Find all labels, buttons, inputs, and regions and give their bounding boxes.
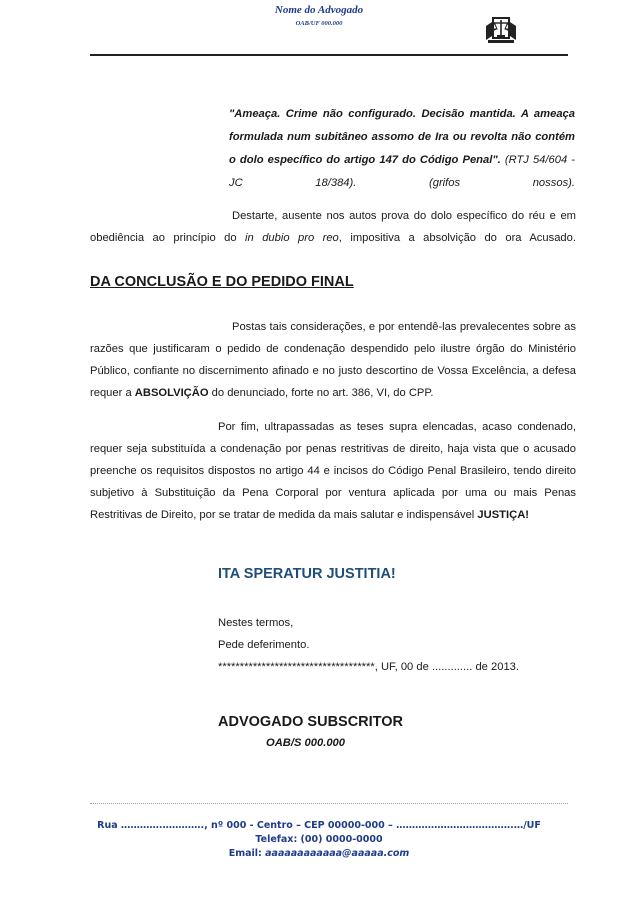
paragraph-penalty-substitution: Por fim, ultrapassadas as teses supra elencadas, acaso condenado, requer seja substituída a condenação por penas restritivas de direito, haja vista que o acusado preenche os requisitos dispostos no artigo 44 e incisos do Código Penal Brasileiro, tendo direito subjetivo à Substituição da Pena Corporal por ventura aplicada por uma ou mais Penas Restritivas de Direito, por se tratar de medida da mais salutar e indispensável JUSTIÇA! (90, 421, 576, 521)
closing-line-request: Pede deferimento. (218, 639, 310, 651)
footer-address: Rua ………….…………., nº 000 - Centro – CEP 00000-000 – ……………………………….…/UF (97, 820, 541, 831)
header-lawyer-name: Nome do Advogado (274, 4, 364, 16)
closing-place-date: ************************************, UF, 00 de ............. de 2013. (218, 661, 520, 673)
scales-of-justice-logo (484, 14, 518, 44)
quote-citation: (RTJ 54/604 - JC 18/384). (grifos nossos). (229, 154, 575, 189)
quote-text: "Ameaça. Crime não configurado. Decisão mantida. A ameaça formulada num subitâneo assomo de Ira ou revolta não contém o dolo específico do artigo 147 do Código Penal". (229, 108, 575, 166)
latin-phrase: in dubio pro reo (245, 232, 339, 244)
signature-oab: OAB/S 000.000 (266, 737, 345, 749)
acquittal-emphasis: ABSOLVIÇÃO (134, 387, 209, 399)
paragraph-acquittal-reasoning: Destarte, ausente nos autos prova do dolo específico do réu e em obediência ao princípio do in dubio pro reo, impositiva a absolvição do ora Acusado. (90, 210, 576, 244)
justice-emphasis: JUSTIÇA! (477, 509, 529, 521)
header-divider (90, 54, 568, 56)
latin-closing-phrase: ITA SPERATUR JUSTITIA! (218, 566, 396, 582)
section-title-conclusion: DA CONCLUSÃO E DO PEDIDO FINAL (90, 274, 354, 290)
jurisprudence-quote (229, 103, 575, 195)
footer-email-line (0, 848, 638, 859)
signature-title: ADVOGADO SUBSCRITOR (218, 714, 404, 730)
paragraph-acquittal-request: Postas tais considerações, e por entendê-las prevalecentes sobre as razões que justificaram o pedido de condenação despendido pelo ilustre órgão do Ministério Público, confiante no discernimento afinado e no justo descortino de Vossa Excelência, a defesa requer a ABSOLVIÇÃO do denunciado, forte no art. 386, VI, do CPP. (90, 321, 576, 399)
footer-email-label: Email: (228, 848, 266, 859)
closing-line-terms: Nestes termos, (218, 617, 294, 629)
footer-email-link[interactable]: aaaaaaaaaaaa@aaaaa.com (265, 848, 410, 859)
header-oab-number: OAB/UF 000.000 (295, 20, 343, 27)
footer-phone: Telefax: (00) 0000-0000 (255, 834, 383, 845)
footer-divider (90, 803, 568, 804)
